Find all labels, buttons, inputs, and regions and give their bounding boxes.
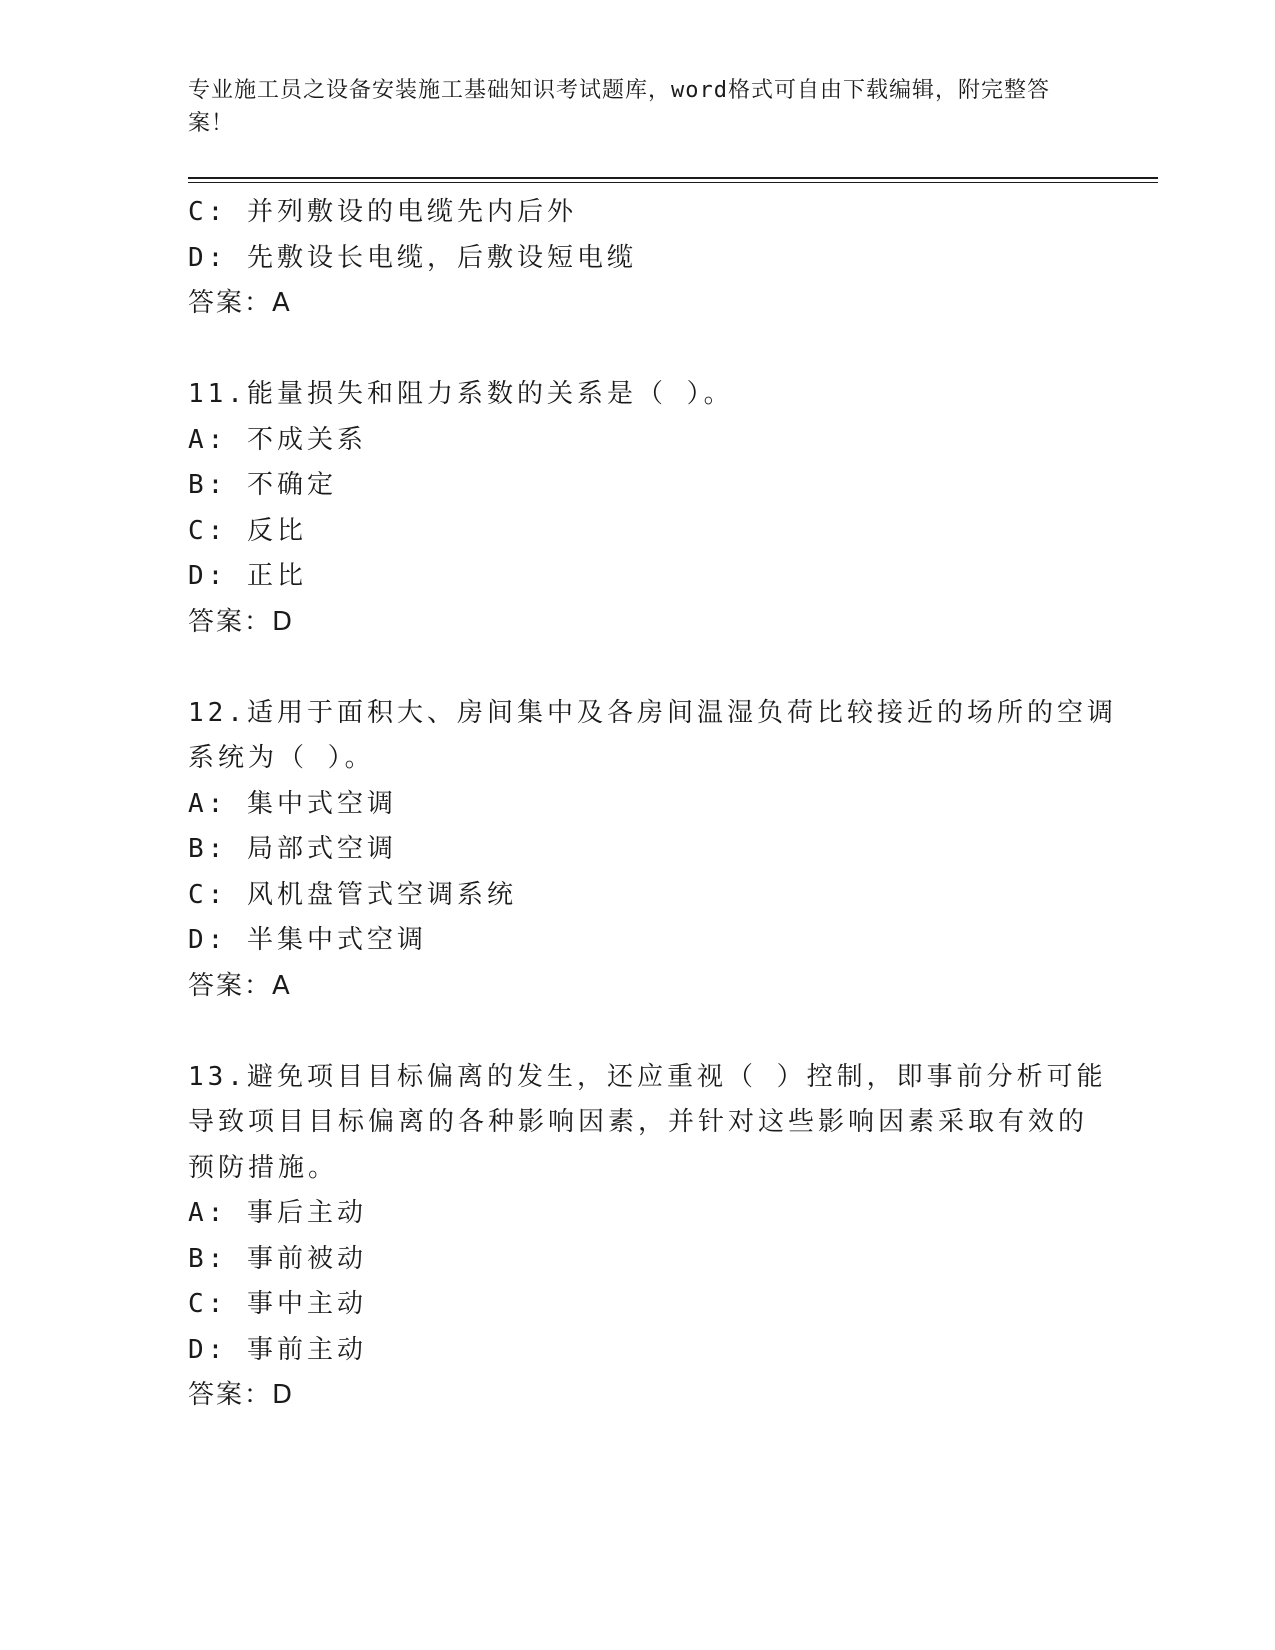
option-text: 事中主动 [246, 1289, 367, 1319]
option-key: C: [188, 879, 228, 910]
option-line [188, 918, 1088, 964]
question-stem-line: 11.能量损失和阻力系数的关系是（ ）。 [188, 379, 734, 409]
question-block-12 [188, 691, 1117, 1010]
option-key: B: [188, 834, 228, 864]
option-key: C: [188, 1289, 228, 1319]
question-stem-line: 预防措施。 [188, 1152, 339, 1183]
option-key: D: [188, 242, 228, 273]
option-text: 事前被动 [246, 1243, 367, 1274]
option-line [188, 1282, 1088, 1328]
question-stem-line: 系统为（ ）。 [188, 743, 375, 773]
spacer [188, 1009, 1088, 1055]
option-text: 集中式空调 [246, 788, 397, 819]
option-text: 不确定 [246, 470, 337, 500]
question-stem-line: 12.适用于面积大、房间集中及各房间温湿负荷比较接近的场所的空调 [188, 697, 1117, 728]
option-line [188, 1328, 1088, 1374]
header-rule-thick [188, 177, 1158, 179]
question-block-13 [188, 1055, 1107, 1419]
option-key: A: [188, 1198, 228, 1228]
answer-line: 答案：D [188, 606, 295, 637]
option-line [188, 827, 1088, 873]
answer-line: 答案：D [188, 1380, 295, 1410]
spacer [188, 327, 1088, 373]
answer-line: 答案：A [188, 288, 292, 318]
option-line [188, 236, 1088, 282]
option-line [188, 782, 1088, 828]
option-text: 反比 [246, 515, 307, 546]
option-text: 先敷设长电缆，后敷设短电缆 [246, 242, 637, 273]
option-key: D: [188, 561, 228, 591]
question-block-11 [188, 372, 1088, 645]
answer-line: 答案：A [188, 970, 292, 1001]
option-key: C: [188, 197, 228, 227]
option-key: A: [188, 424, 228, 455]
option-line [188, 554, 1088, 600]
option-key: B: [188, 1243, 228, 1274]
option-key: B: [188, 470, 228, 500]
option-key: D: [188, 1334, 228, 1365]
option-text: 半集中式空调 [246, 925, 427, 955]
question-list [188, 190, 1117, 1419]
option-key: D: [188, 925, 228, 955]
document-header: 专业施工员之设备安装施工基础知识考试题库，word格式可自由下载编辑，附完整答案！ [188, 78, 1050, 136]
header-rule-thin [188, 182, 1158, 183]
option-key: A: [188, 788, 228, 819]
option-text: 局部式空调 [246, 834, 397, 864]
option-key: C: [188, 515, 228, 546]
question-stem-line: 13.避免项目目标偏离的发生，还应重视（ ）控制，即事前分析可能 [188, 1061, 1107, 1092]
option-text: 正比 [246, 561, 307, 591]
option-text: 事后主动 [246, 1198, 367, 1228]
option-line [188, 1191, 1088, 1237]
question-stem-line: 导致项目目标偏离的各种影响因素，并针对这些影响因素采取有效的 [188, 1107, 1089, 1137]
option-line [188, 463, 1088, 509]
spacer [188, 645, 1088, 691]
option-line [188, 190, 1088, 236]
option-text: 风机盘管式空调系统 [246, 879, 517, 910]
question-block-prev [188, 190, 1088, 327]
option-line [188, 509, 1088, 555]
option-line [188, 1237, 1088, 1283]
option-line [188, 873, 1088, 919]
option-text: 事前主动 [246, 1334, 367, 1365]
option-line [188, 418, 1088, 464]
option-text: 不成关系 [246, 424, 367, 455]
option-text: 并列敷设的电缆先内后外 [246, 197, 577, 227]
